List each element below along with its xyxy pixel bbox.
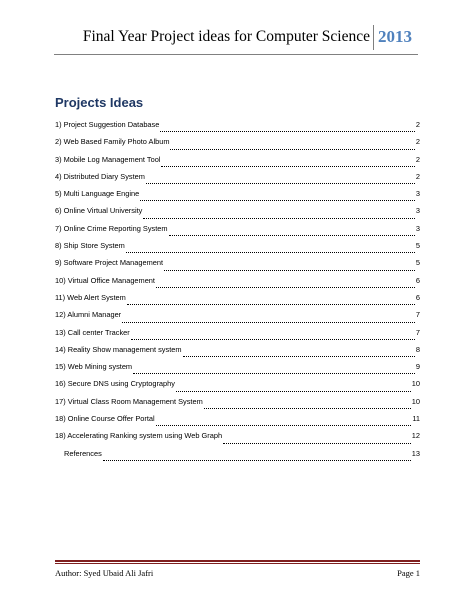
- toc-entry-page-number: 9: [415, 362, 420, 372]
- toc-entry-label: 15) Web Mining system: [55, 362, 133, 372]
- toc-dot-leader: [122, 322, 415, 323]
- toc-entry-page-number: 2: [415, 120, 420, 129]
- toc-entry[interactable]: [55, 328, 420, 345]
- toc-dot-leader: [204, 408, 411, 409]
- footer-rule: [55, 560, 420, 562]
- toc-dot-leader: [169, 235, 415, 236]
- footer-page-number: Page 1: [397, 568, 420, 578]
- toc-entry[interactable]: [55, 258, 420, 275]
- toc-dot-leader: [183, 356, 415, 357]
- toc-entry-page-number: 10: [411, 396, 420, 406]
- toc-entry-page-number: 3: [415, 189, 420, 199]
- toc-entry-page-number: 5: [415, 258, 420, 268]
- toc-entry[interactable]: [55, 155, 420, 172]
- toc-entry-page-number: 2: [415, 154, 420, 164]
- toc-entry-page-number: 7: [415, 310, 420, 320]
- toc-entry[interactable]: [55, 172, 420, 189]
- toc-entry[interactable]: [55, 449, 420, 466]
- toc-entry-page-number: 3: [415, 223, 420, 233]
- toc-dot-leader: [127, 304, 415, 305]
- toc-entry-label: 16) Secure DNS using Cryptography: [55, 379, 175, 389]
- toc-entry-label: 18) Accelerating Ranking system using Web Graph: [55, 431, 223, 441]
- toc-entry-label: 17) Virtual Class Room Management System: [55, 396, 203, 406]
- toc-dot-leader: [156, 425, 412, 426]
- toc-entry-label: 8) Ship Store System: [55, 241, 125, 251]
- toc-dot-leader: [131, 339, 415, 340]
- toc-dot-leader: [146, 183, 415, 184]
- toc-entry[interactable]: [55, 206, 420, 223]
- toc-entry-page-number: 11: [412, 414, 420, 424]
- toc-dot-leader: [103, 460, 411, 461]
- toc-entry-label: 13) Call center Tracker: [55, 327, 130, 337]
- toc-dot-leader: [133, 373, 415, 374]
- toc-entry-label: 14) Reality Show management system: [55, 344, 182, 354]
- toc-entry-label: 12) Alumni Manager: [55, 310, 122, 320]
- toc-entry-page-number: 5: [415, 241, 420, 251]
- toc-dot-leader: [161, 166, 414, 167]
- toc-dot-leader: [223, 443, 411, 444]
- toc-entry[interactable]: [55, 189, 420, 206]
- toc-entry[interactable]: [55, 414, 420, 431]
- header-title: Final Year Project ideas for Computer Science: [82, 28, 370, 45]
- toc-entry-page-number: 6: [415, 292, 420, 302]
- toc-entry[interactable]: [55, 276, 420, 293]
- toc-entry-label: 1) Project Suggestion Database: [55, 120, 160, 129]
- toc-entry[interactable]: [55, 241, 420, 258]
- toc-dot-leader: [140, 200, 415, 201]
- footer-rule-thin: [55, 563, 420, 564]
- toc-entry-page-number: 13: [411, 448, 420, 458]
- toc-entry-page-number: 10: [411, 379, 420, 389]
- toc-entry-label: 3) Mobile Log Management Tool: [55, 154, 161, 164]
- toc-entry-page-number: 7: [415, 327, 420, 337]
- toc-entry-page-number: 2: [415, 137, 420, 147]
- toc-entry-label: 10) Virtual Office Management: [55, 275, 155, 285]
- toc-heading: Projects Ideas: [55, 95, 144, 110]
- toc-entry-label: 11) Web Alert System: [55, 292, 126, 302]
- toc-entry[interactable]: [55, 362, 420, 379]
- toc-entry-label: 4) Distributed Diary System: [55, 171, 145, 181]
- header-year: 2013: [378, 27, 412, 46]
- toc-entry-label: 5) Multi Language Engine: [55, 189, 140, 199]
- toc-dot-leader: [170, 149, 414, 150]
- toc-entry-page-number: 2: [415, 171, 420, 181]
- header-rule: [54, 54, 418, 55]
- toc-entry-label: References: [64, 448, 102, 458]
- toc-entry-label: 7) Online Crime Reporting System: [55, 223, 168, 233]
- toc-entry[interactable]: [55, 310, 420, 327]
- toc-entry[interactable]: [55, 224, 420, 241]
- table-of-contents: [55, 120, 420, 466]
- toc-entry-label: 2) Web Based Family Photo Album: [55, 137, 170, 147]
- toc-dot-leader: [156, 287, 415, 288]
- toc-entry[interactable]: [55, 120, 420, 137]
- page-header: [0, 25, 474, 55]
- toc-entry-label: 18) Online Course Offer Portal: [55, 414, 155, 424]
- toc-entry[interactable]: [55, 293, 420, 310]
- toc-entry[interactable]: [55, 137, 420, 154]
- header-separator: [373, 25, 374, 50]
- footer-author: Author: Syed Ubaid Ali Jafri: [55, 568, 154, 578]
- toc-entry-label: 6) Online Virtual University: [55, 206, 143, 216]
- toc-entry-page-number: 6: [415, 275, 420, 285]
- toc-dot-leader: [126, 252, 415, 253]
- toc-dot-leader: [164, 270, 415, 271]
- toc-dot-leader: [143, 218, 415, 219]
- toc-entry[interactable]: [55, 379, 420, 396]
- toc-dot-leader: [160, 131, 415, 132]
- toc-dot-leader: [176, 391, 411, 392]
- toc-entry[interactable]: [55, 345, 420, 362]
- toc-entry-page-number: 12: [411, 431, 420, 441]
- toc-entry[interactable]: [55, 431, 420, 448]
- toc-entry[interactable]: [55, 397, 420, 414]
- toc-entry-page-number: 3: [415, 206, 420, 216]
- toc-entry-page-number: 8: [415, 344, 420, 354]
- toc-entry-label: 9) Software Project Management: [55, 258, 164, 268]
